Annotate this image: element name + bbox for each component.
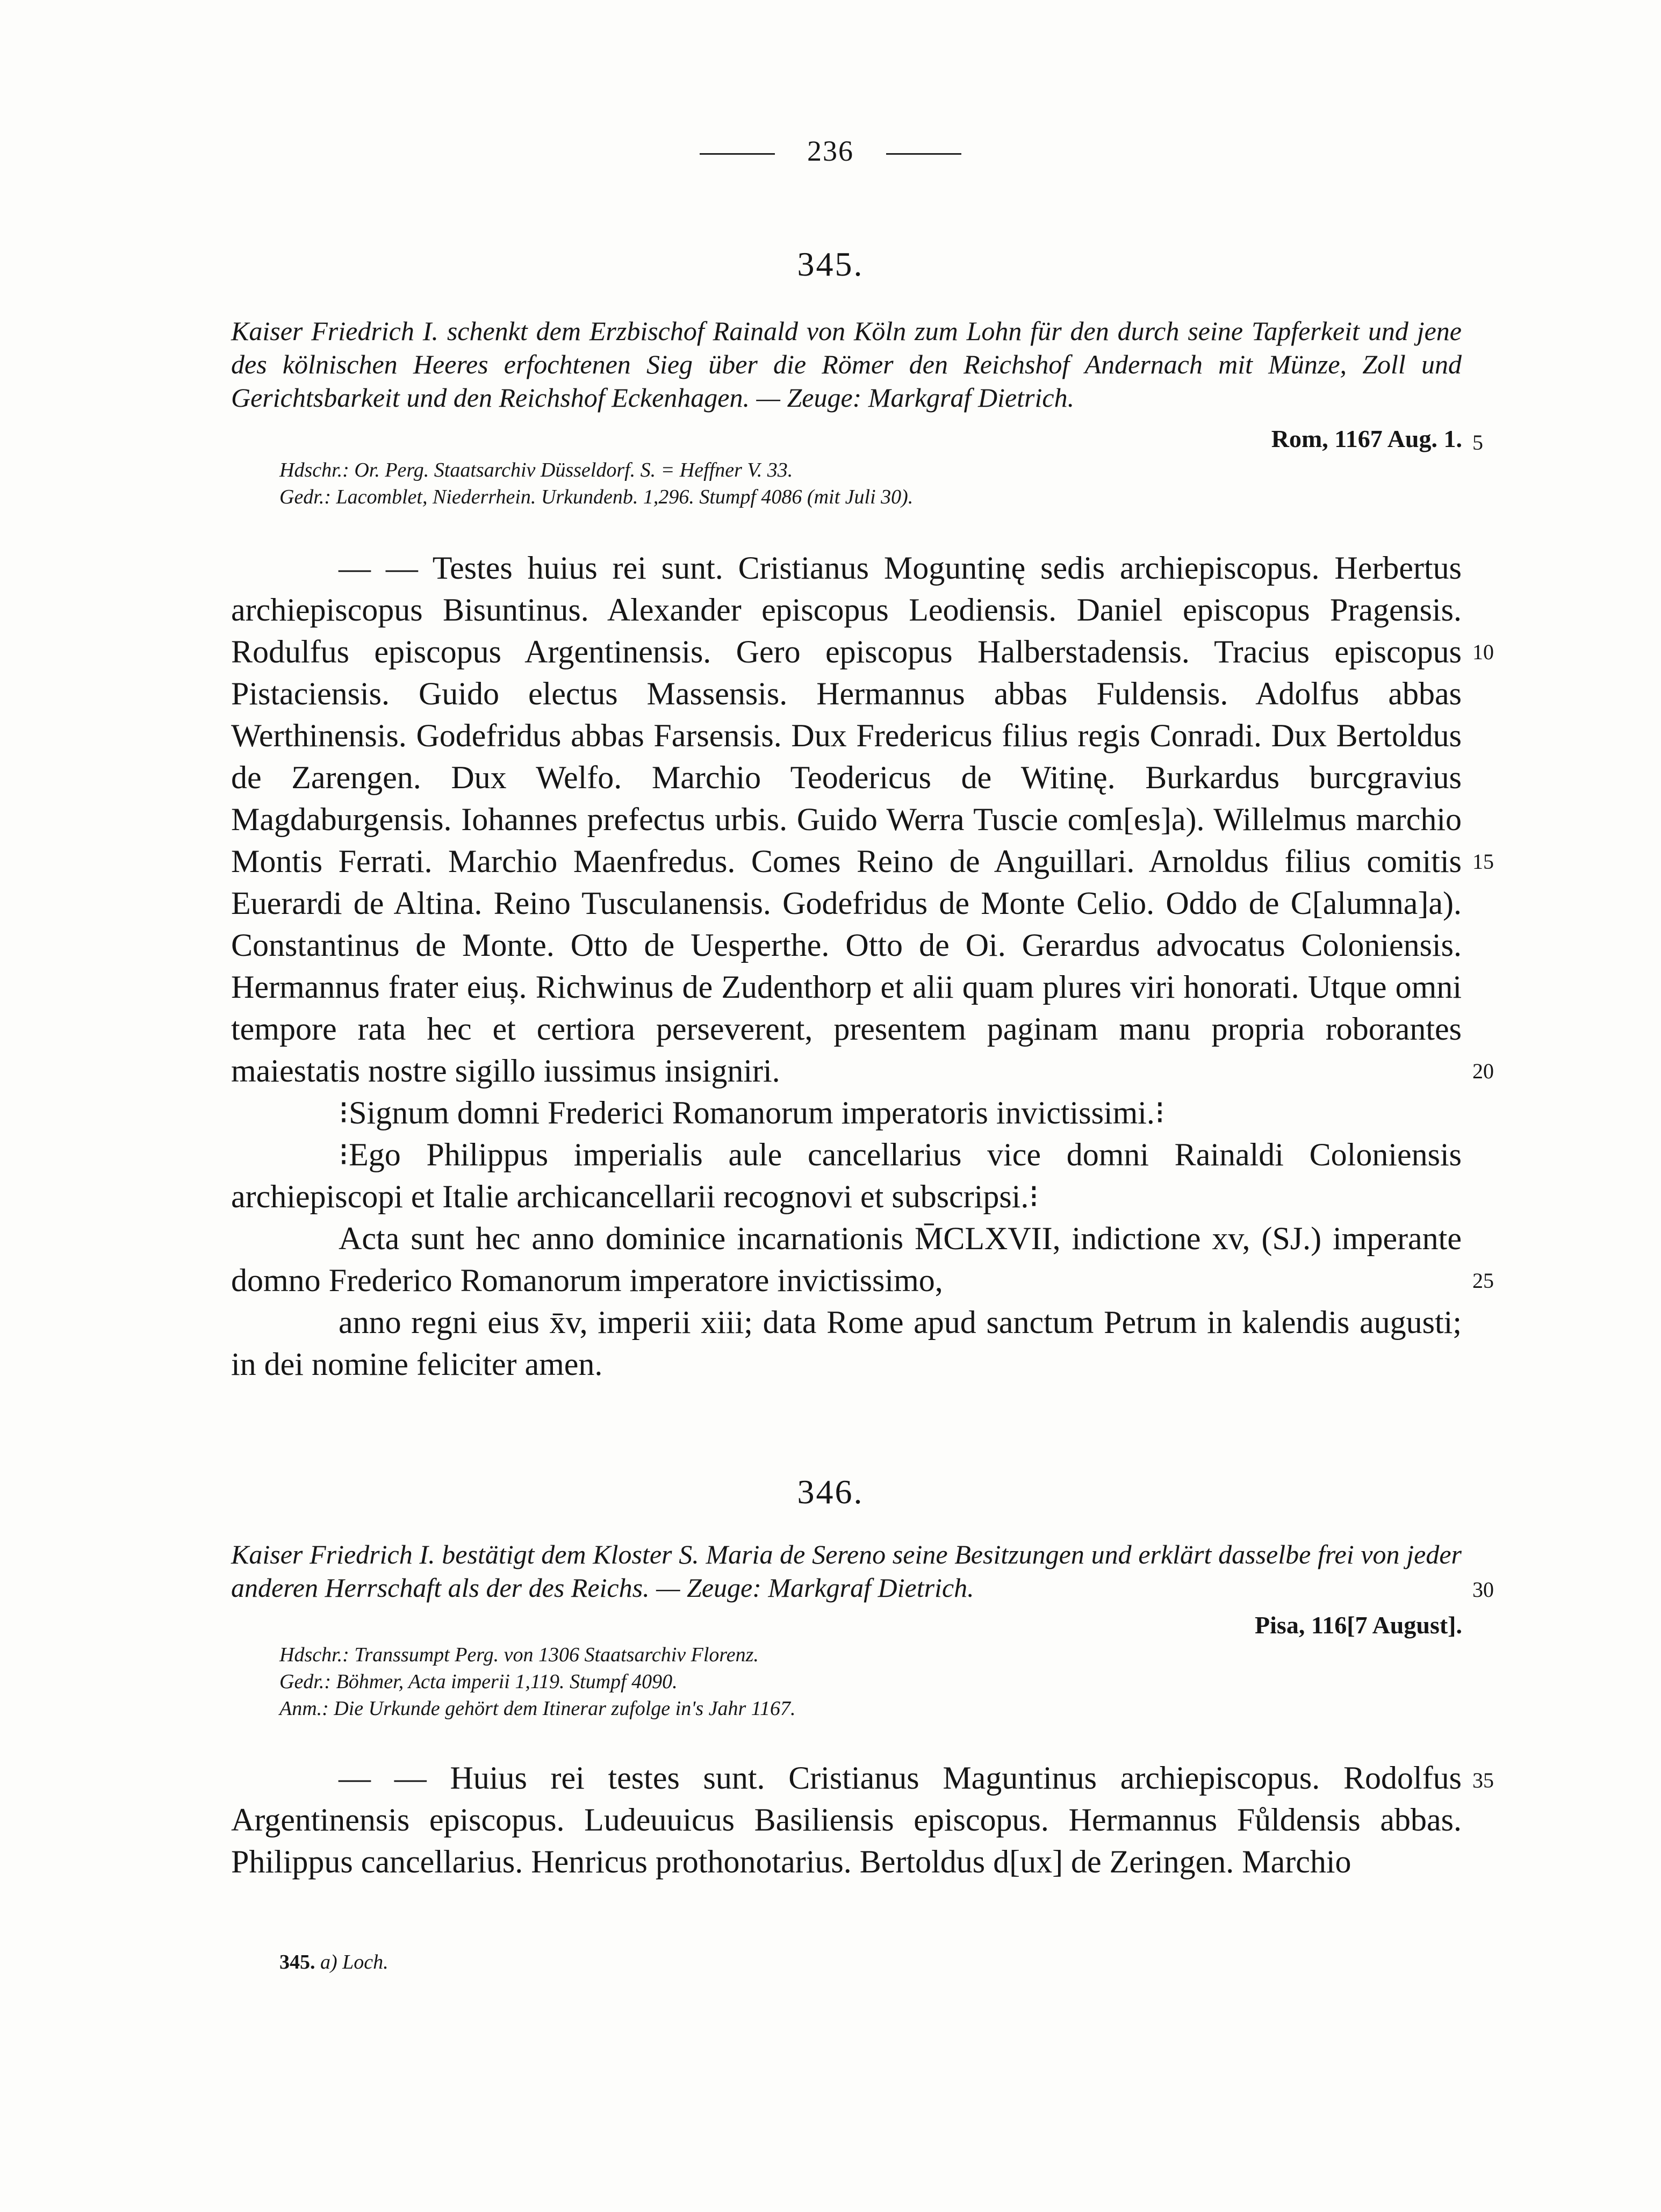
body-paragraph: — — Testes huius rei sunt. Cristianus Moguntinę sedis archiepiscopus. Herbertus archiepiscopus Bisuntinus. Alexander episcopus Leodiensis. Daniel episcopus Pragensis. Rodulfus episcopus Argentinensis. Gero episcopus Halberstadensis. Tracius episcopus Pistaciensis. Guido electus Massensis. Hermannus abbas Fuldensis. Adolfus abbas Werthinensis. Godefridus abbas Farsensis. Dux Fredericus filius regis Conradi. Dux Bertoldus de Zarengen. Dux Welfo. Marchio Teodericus de Witinę. Burkardus burcgravius Magdaburgensis. Iohannes prefectus urbis. Guido Werra Tuscie com[es]a). Willelmus marchio Montis Ferrati. Marchio Maenfredus. Comes Reino de Anguillari. Arnoldus filius comitis Euerardi de Altina. Reino Tusculanensis. Godefridus de Monte Celio. Oddo de C[alumna]a). Constantinus de Monte. Otto de Uesperthe. Otto de Oi. Gerardus advocatus Coloniensis. Hermannus frater eiuș. Richwinus de Zudenthorp et alii quam plures viri honorati. Utque omni tempore rata hec et certiora perseverent, presentem paginam manu propria roborantes maiestatis nostre sigillo iussimus insigniri. [231, 550, 1462, 1089]
footnote-text: a) Loch. [320, 1951, 389, 1973]
recognition-line: ⁝Ego Philippus imperialis aule cancellarius vice domni Rainaldi Coloniensis archiepiscopi et Italie archicancellarii recognovi et subscripsi.⁝ [231, 1137, 1462, 1214]
apparatus-line: Hdschr.: Or. Perg. Staatsarchiv Düsseldorf. S. = Heffner V. 33. [279, 459, 793, 481]
page-number: 236 [807, 135, 854, 167]
critical-apparatus [279, 1641, 1462, 1722]
regest: Kaiser Friedrich I. bestätigt dem Kloster S. Maria de Sereno seine Besitzungen und erklärt dasselbe frei von jeder anderen Herrschaft als der des Reichs. — Zeuge: Markgraf Dietrich. [231, 1539, 1462, 1603]
body-paragraph: — — Huius rei testes sunt. Cristianus Maguntinus archiepiscopus. Rodolfus Argentinensis episcopus. Ludeuuicus Basiliensis episcopus. Hermannus Fůldensis abbas. Philippus cancellarius. Henricus prothonotarius. Bertoldus d[ux] de Zeringen. Marchio [231, 1760, 1462, 1879]
line-number: 5 [1472, 430, 1483, 455]
date-place: Rom, 1167 Aug. 1. [1271, 425, 1462, 452]
apparatus-line: Gedr.: Lacomblet, Niederrhein. Urkundenb. 1,296. Stumpf 4086 (mit Juli 30). [279, 486, 914, 508]
apparatus-line: Anm.: Die Urkunde gehört dem Itinerar zufolge in's Jahr 1167. [279, 1697, 796, 1720]
line-number: 30 [1472, 1577, 1494, 1602]
document-body [231, 1757, 1462, 1883]
page-header [0, 134, 1661, 168]
document-number: 346. [797, 1473, 864, 1511]
line-number: 25 [1472, 1269, 1494, 1293]
line-number: 35 [1472, 1768, 1494, 1792]
line-number: 10 [1472, 640, 1494, 664]
critical-apparatus [279, 457, 1462, 510]
document-number: 345. [797, 245, 864, 283]
line-number: 20 [1472, 1059, 1494, 1083]
dating-line-continued: anno regni eius x̄v, imperii xiii; data Rome apud sanctum Petrum in kalendis augusti; in dei nomine feliciter amen. [231, 1305, 1462, 1382]
apparatus-line: Hdschr.: Transsumpt Perg. von 1306 Staatsarchiv Florenz. [279, 1644, 759, 1666]
regest: Kaiser Friedrich I. schenkt dem Erzbischof Rainald von Köln zum Lohn für den durch seine Tapferkeit und jene des kölnischen Heeres erfochtenen Sieg über die Römer den Reichshof Andernach mit Münze, Zoll und Gerichtsbarkeit und den Reichshof Eckenhagen. — Zeuge: Markgraf Dietrich. [231, 316, 1462, 413]
document-body [231, 547, 1462, 1385]
dating-line: Acta sunt hec anno dominice incarnationis M̄CLXVII, indictione xv, (SJ.) imperante domno Frederico Romanorum imperatore invictissimo, [231, 1221, 1462, 1298]
apparatus-line: Gedr.: Böhmer, Acta imperii 1,119. Stumpf 4090. [279, 1670, 678, 1693]
signum-line: ⁝Signum domni Frederici Romanorum imperatoris invictissimi.⁝ [339, 1095, 1165, 1130]
footnote-number: 345. [279, 1951, 315, 1973]
date-place: Pisa, 116[7 August]. [1255, 1611, 1462, 1639]
header-dash-left [700, 153, 775, 155]
header-dash-right [886, 153, 961, 155]
line-number: 15 [1472, 849, 1494, 874]
footnote [279, 1950, 389, 1974]
